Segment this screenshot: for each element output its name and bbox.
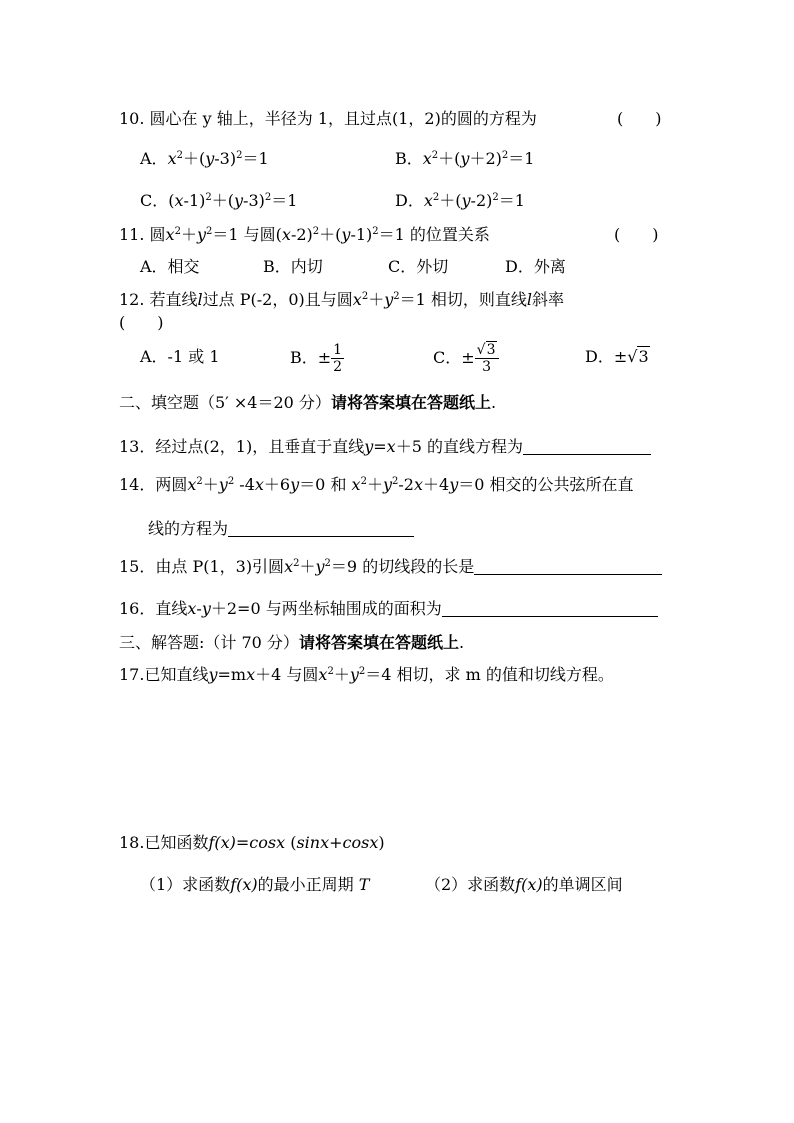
q13: 13．经过点(2，1)，且垂直于直线y=x＋5 的直线方程为 xyxy=(119,436,651,458)
q14-answer-blank xyxy=(228,520,414,537)
q12-option-b: B．± $\frac{1}{2}$ xyxy=(290,342,343,375)
q10-answer-paren: ( ) xyxy=(617,109,662,128)
q15-answer-blank xyxy=(474,558,662,575)
q11-stem: 11. 圆$x^2+y^2=1$ 与圆$(x-2)^2+(y-1)^2=1$ 的位置关系 xyxy=(119,225,490,244)
q16-answer-blank xyxy=(442,600,658,617)
q10-option-a: A．$x^2+(y-3)^2=1$ xyxy=(140,149,269,168)
q12-option-c: C．± $\frac{√3}{3}$ xyxy=(433,336,499,380)
q14: 14．两圆$x^2+y^2$ -4x＋6y＝0 和 $x^2+y^2-2x+4y=0$ 相交的公共弦所在直 xyxy=(119,475,634,494)
q17: 17.已知直线y=mx＋4 与圆$x^2+y^2=4$ 相切，求 m 的值和切线方程。 xyxy=(119,665,614,684)
q15: 15．由点 P(1，3)引圆$x^2+y^2=9$ 的切线段的长是 xyxy=(119,556,662,578)
q11-option-d: D．外离 xyxy=(505,257,566,276)
q12-option-a: A．-1 或 1 xyxy=(140,347,220,366)
section-fill-in-header: 二、填空题（5′ ×4＝20 分）请将答案填在答题纸上. xyxy=(119,393,497,412)
q16: 16．直线x-y＋2=0 与两坐标轴围成的面积为 xyxy=(119,598,658,620)
q10-stem: 10. 圆心在 y 轴上，半径为 1，且过点(1，2)的圆的方程为 xyxy=(119,109,537,128)
q10-option-b: B．$x^2+(y+2)^2=1$ xyxy=(395,149,535,168)
q11-option-c: C．外切 xyxy=(388,257,449,276)
q12-stem: 12. 若直线l过点 P(-2，0)且与圆$x^2+y^2=1$ 相切，则直线l斜率 xyxy=(119,290,565,309)
section-answer-header: 三、解答题:（计 70 分）请将答案填在答题纸上. xyxy=(119,633,465,652)
q18-sub2: （2）求函数f(x)的单调区间 xyxy=(425,875,623,894)
q12-answer-paren: ( ) xyxy=(119,313,164,332)
q18-stem: 18.已知函数f(x)=cosx (sinx+cosx) xyxy=(119,833,385,852)
q11-answer-paren: ( ) xyxy=(614,225,659,244)
q10-option-d: D．$x^2+(y-2)^2=1$ xyxy=(395,191,525,210)
q10-option-c: C．$(x-1)^2+(y-3)^2=1$ xyxy=(140,191,298,210)
q13-answer-blank xyxy=(523,438,651,455)
q11-option-b: B．内切 xyxy=(263,257,323,276)
q11-option-a: A．相交 xyxy=(140,257,200,276)
q12-option-d: D．±√3 xyxy=(585,347,649,366)
q14-line2: 线的方程为 xyxy=(148,518,414,540)
q18-sub1: （1）求函数f(x)的最小正周期 T xyxy=(140,875,370,894)
